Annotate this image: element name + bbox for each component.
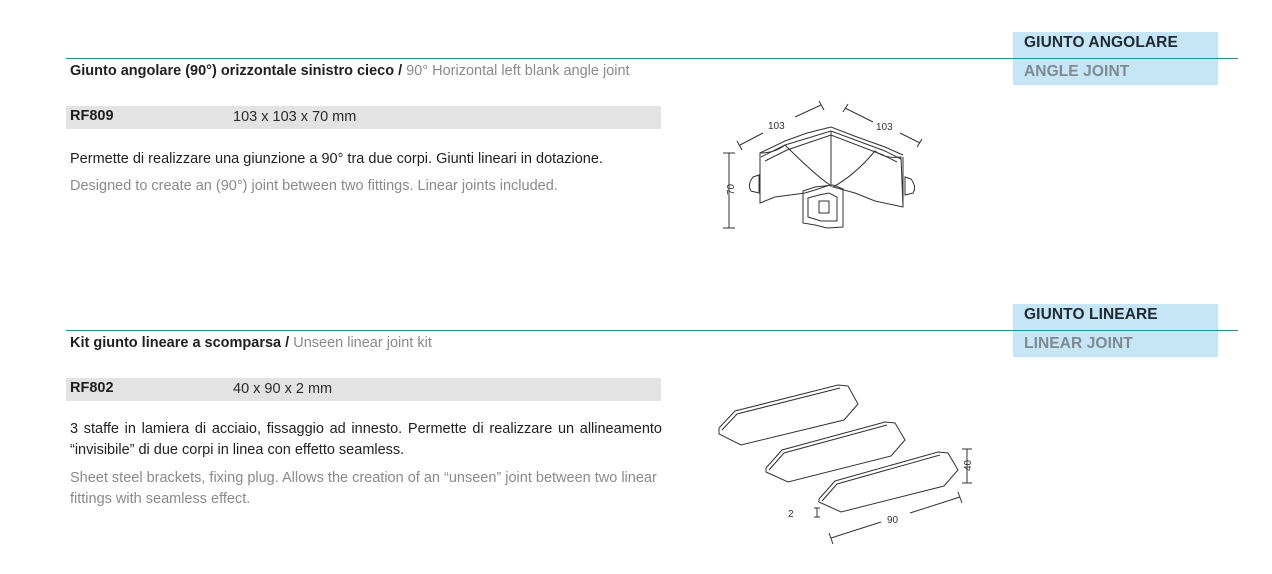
product-title bbox=[70, 63, 630, 79]
section-divider bbox=[66, 330, 1238, 331]
product-title-it: Kit giunto lineare a scomparsa bbox=[70, 335, 282, 351]
title-separator: / bbox=[281, 335, 294, 351]
section-divider bbox=[66, 58, 1238, 59]
angle-joint-drawing bbox=[715, 95, 930, 235]
description-it: 3 staffe in lamiera di acciaio, fissaggio ad innesto. Permette di realizzare un allineamento “invisibile” di due corpi in linea con effetto seamless. bbox=[70, 421, 662, 458]
description-en: Sheet steel brackets, fixing plug. Allows the creation of an “unseen” joint between two linear fittings with seamless effect. bbox=[70, 470, 657, 507]
product-title-en: Unseen linear joint kit bbox=[293, 335, 432, 351]
code-bar bbox=[66, 378, 661, 401]
product-title-en: 90° Horizontal left blank angle joint bbox=[406, 63, 630, 79]
dim-width-left: 103 bbox=[768, 121, 785, 132]
dim-width-right: 103 bbox=[876, 122, 893, 133]
code-bar bbox=[66, 106, 661, 129]
product-title-it: Giunto angolare (90°) orizzontale sinistro cieco bbox=[70, 63, 395, 79]
category-label-en: LINEAR JOINT bbox=[1024, 335, 1133, 352]
product-title bbox=[70, 335, 432, 351]
title-separator: / bbox=[394, 63, 407, 79]
dim-length: 90 bbox=[887, 515, 899, 526]
dim-height: 70 bbox=[726, 183, 737, 195]
dim-thickness: 2 bbox=[788, 509, 794, 520]
product-dimensions: 103 x 103 x 70 mm bbox=[233, 109, 357, 125]
dim-height: 40 bbox=[963, 459, 974, 471]
linear-joint-drawing bbox=[710, 380, 990, 550]
product-code: RF809 bbox=[70, 108, 114, 124]
description-en: Designed to create an (90°) joint between two fittings. Linear joints included. bbox=[70, 178, 558, 194]
product-dimensions: 40 x 90 x 2 mm bbox=[233, 381, 333, 397]
product-code: RF802 bbox=[70, 380, 114, 396]
description-it: Permette di realizzare una giunzione a 90° tra due corpi. Giunti lineari in dotazione. bbox=[70, 151, 603, 167]
category-label-it: GIUNTO ANGOLARE bbox=[1024, 34, 1178, 51]
category-label-it: GIUNTO LINEARE bbox=[1024, 306, 1158, 323]
category-label-en: ANGLE JOINT bbox=[1024, 63, 1130, 80]
